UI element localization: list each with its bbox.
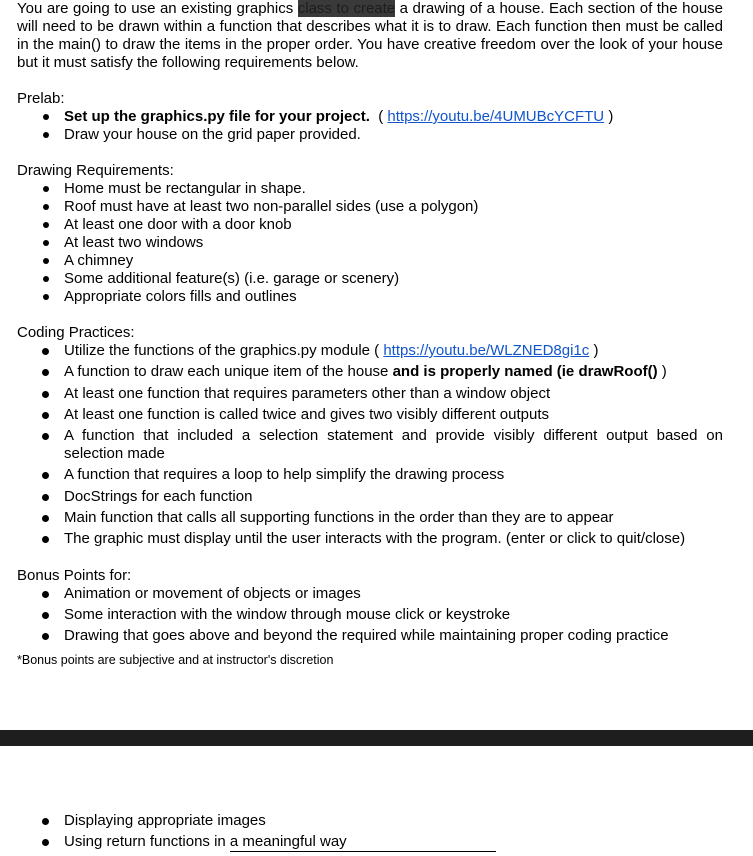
list-item <box>64 216 723 234</box>
list-item-text: The graphic must display until the user interacts with the program. (enter or click to quit/close) <box>64 530 686 548</box>
bullet-icon <box>42 494 49 501</box>
paren-close: ) <box>608 108 614 125</box>
list-item <box>64 180 723 198</box>
document-page-1 <box>17 0 723 668</box>
prelab-item-bold: Set up the graphics.py file for your project. <box>64 108 370 125</box>
intro-scribbled-text: class to create <box>297 0 396 17</box>
bullet-icon <box>43 132 49 138</box>
prelab-video-link[interactable]: https://youtu.be/4UMUBcYCFTU <box>387 108 605 125</box>
prelab-item-text: Draw your house on the grid paper provided. <box>64 126 361 143</box>
page-break-divider <box>0 730 753 746</box>
list-item <box>64 585 723 603</box>
list-item <box>64 833 723 852</box>
list-item <box>64 427 723 463</box>
list-item-text: At least one function that requires parameters other than a window object <box>64 384 551 402</box>
list-item <box>64 252 723 270</box>
list-item-text: DocStrings for each function <box>64 487 253 505</box>
list-item <box>64 466 723 484</box>
list-item <box>64 363 723 381</box>
drawing-requirements-label: Drawing Requirements: <box>17 162 174 179</box>
list-item-text: A function that included a selection statement and provide visibly different output based on selection made <box>64 427 723 463</box>
bullet-icon <box>42 612 49 619</box>
drawing-requirements-list <box>17 180 723 306</box>
bullet-icon <box>43 114 49 120</box>
bullet-icon <box>42 472 49 479</box>
bullet-icon <box>42 633 49 640</box>
list-item <box>64 406 723 424</box>
bullet-icon <box>42 391 49 398</box>
paren-close: ) <box>657 363 667 381</box>
list-item <box>64 385 723 403</box>
list-item <box>64 342 723 360</box>
bullet-icon <box>42 536 49 543</box>
bullet-icon <box>42 839 49 846</box>
list-item-text: Drawing that goes above and beyond the required while maintaining proper coding practice <box>64 627 669 645</box>
list-item <box>64 108 723 126</box>
list-item <box>64 288 723 306</box>
list-item <box>64 627 723 645</box>
coding-video-link[interactable]: https://youtu.be/WLZNED8gi1c <box>383 342 590 359</box>
bullet-icon <box>43 258 49 264</box>
bullet-icon <box>42 433 49 440</box>
list-item-text: Appropriate colors fills and outlines <box>64 288 297 305</box>
bullet-icon <box>42 591 49 598</box>
list-item-text: Main function that calls all supporting functions in the order than they are to appear <box>64 509 614 527</box>
list-item <box>64 606 723 624</box>
prelab-label: Prelab: <box>17 90 65 107</box>
list-item <box>64 270 723 288</box>
list-item-text: At least one function is called twice and gives two visibly different outputs <box>64 405 549 423</box>
list-item-text: Some additional feature(s) (i.e. garage or scenery) <box>64 270 400 287</box>
list-item-text: Roof must have at least two non-parallel sides (use a polygon) <box>64 198 479 215</box>
list-item <box>64 509 723 527</box>
bullet-icon <box>42 412 49 419</box>
coding-practices-label: Coding Practices: <box>17 324 135 341</box>
list-item <box>64 812 723 830</box>
list-item-text: Animation or movement of objects or images <box>64 584 361 602</box>
bullet-icon <box>43 204 49 210</box>
list-item <box>64 198 723 216</box>
paren-open: ( <box>378 108 384 125</box>
bonus-label: Bonus Points for: <box>17 566 132 584</box>
page2-list <box>17 812 723 852</box>
underlined-text: a meaningful way <box>229 833 347 851</box>
prelab-list <box>17 108 723 144</box>
intro-text-1: You are going to use an existing graphics <box>17 0 298 17</box>
paren-close: ) <box>593 342 599 359</box>
list-item <box>64 488 723 506</box>
bonus-footnote: *Bonus points are subjective and at instructor's discretion <box>17 652 334 667</box>
list-item-text: Displaying appropriate images <box>64 812 266 829</box>
list-item <box>64 126 723 144</box>
intro-text-2: a drawing of a house. Each section of the house will need to be drawn within a function that describes what it is to draw. Each function then must be called in the main() to draw the items in the proper order. You have creative freedom over the look of your house but it must satisfy the following requirements below. <box>17 0 723 71</box>
list-item-text: At least two windows <box>64 234 204 251</box>
coding-practices-list <box>17 342 723 548</box>
list-item-text: Some interaction with the window through mouse click or keystroke <box>64 605 511 623</box>
list-item-text: Using return functions in <box>64 833 230 851</box>
list-item-text: Utilize the functions of the graphics.py module ( <box>64 342 380 359</box>
bullet-icon <box>43 222 49 228</box>
bullet-icon <box>43 294 49 300</box>
list-item-text: A function to draw each unique item of the house <box>64 363 393 381</box>
list-item <box>64 530 723 548</box>
list-item <box>64 234 723 252</box>
bullet-icon <box>43 276 49 282</box>
bullet-icon <box>43 240 49 246</box>
list-item-text: At least one door with a door knob <box>64 216 292 233</box>
list-item-text: A function that requires a loop to help simplify the drawing process <box>64 466 505 484</box>
intro-paragraph <box>17 0 723 72</box>
bullet-icon <box>42 348 49 355</box>
bonus-list <box>17 585 723 646</box>
list-item-text: A chimney <box>64 252 134 269</box>
bullet-icon <box>42 515 49 522</box>
list-item-text: Home must be rectangular in shape. <box>64 180 306 197</box>
list-item-bold: and is properly named (ie drawRoof() <box>392 363 658 381</box>
underlined-phrase <box>230 833 496 852</box>
bullet-icon <box>42 818 49 825</box>
bullet-icon <box>42 369 49 376</box>
bullet-icon <box>43 186 49 192</box>
document-page-2 <box>17 812 723 856</box>
